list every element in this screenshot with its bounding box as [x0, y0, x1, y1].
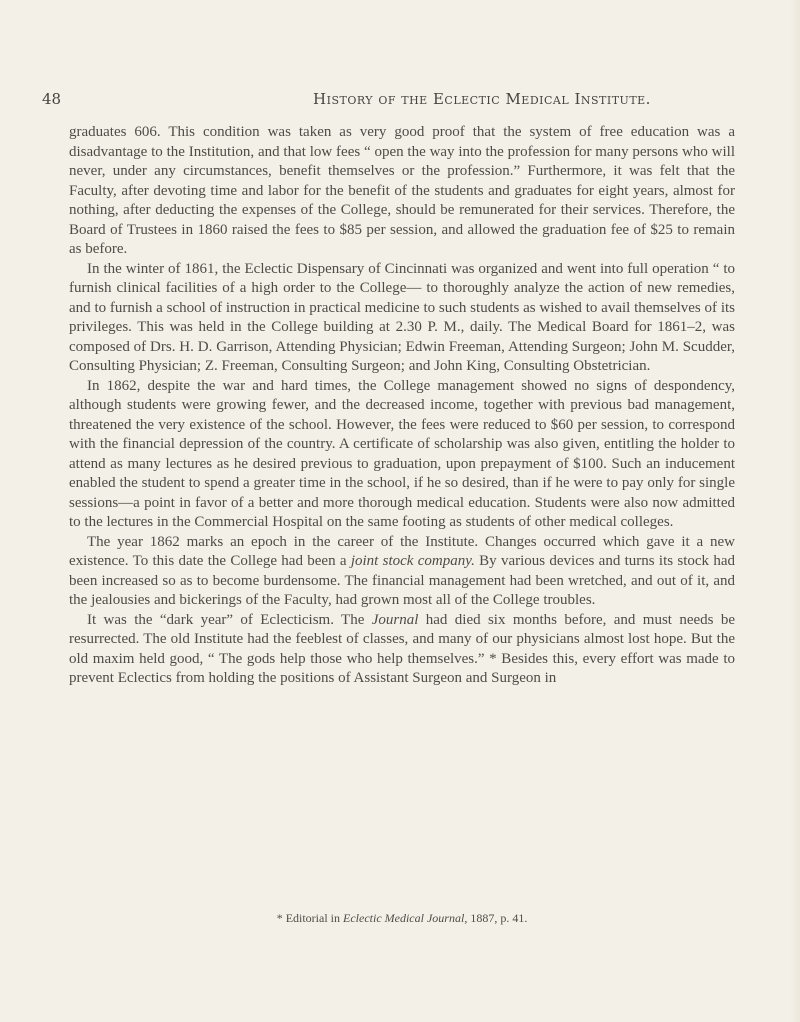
paragraph-2: In the winter of 1861, the Eclectic Dispensary of Cincinnati was organized and went into full operation “ to furnish clinical facilities of a high order to the College— to thoroughly analyze the action of new remedies, and to furnish a school of instruction in practical medicine to such students as wished to avail themselves of its privileges. This was held in the College building at 2.30 P. M., daily. The Medical Board for 1861–2, was composed of Drs. H. D. Garrison, Attending Physician; Edwin Freeman, Attending Surgeon; John M. Scudder, Consulting Physician; Z. Freeman, Consulting Surgeon; and John King, Consulting Obstetrician.: [69, 260, 735, 374]
paragraph-4-italic: joint stock company.: [350, 553, 475, 569]
paragraph-3: In 1862, despite the war and hard times, the College management showed no signs of despondency, although students were growing fewer, and the decreased income, together with previous bad management, threatened the very existence of the school. However, the fees were reduced to $60 per session, to correspond with the financial depression of the country. A certificate of scholarship was also given, entitling the holder to attend as many lectures as he desired previous to graduation, upon prepayment of $100. Such an inducement enabled the student to spend a greater time in the school, if he so desired, than if he were to pay only for single sessions—a point in favor of a better and more thorough medical education. Students were also now admitted to the lectures in the Commercial Hospital on the same footing as students of other medical colleges.: [69, 377, 735, 530]
footnote: [69, 910, 735, 926]
page-header: [42, 87, 762, 111]
page-number: 48: [42, 90, 62, 108]
paragraph-5-text-b: had died six months before, and must needs be resurrected. The old Institute had the feeblest of classes, and many of our physicians almost lost hope. But the old maxim held good, “ The gods help those who help themselves.” * Besides this, every effort was made to prevent Eclectics from holding the positions of Assistant Surgeon and Surgeon in: [69, 611, 735, 686]
paragraph-1: graduates 606. This condition was taken as very good proof that the system of free education was a disadvantage to the Institution, and that low fees “ open the way into the profession for many persons who will never, under any circumstances, benefit themselves or the profession.” Furthermore, it was felt that the Faculty, after devoting time and labor for the benefit of the students and graduates for eight years, almost for nothing, after deducting the expenses of the College, should be remunerated for their services. Therefore, the Board of Trustees in 1860 raised the fees to $85 per session, and allowed the graduation fee of $25 to remain as before.: [69, 124, 735, 257]
page-body: [69, 123, 735, 689]
paragraph-5: [69, 611, 735, 689]
running-head: History of the Eclectic Medical Institute.: [313, 90, 651, 108]
page-edge: [790, 0, 800, 1022]
paragraph-4-text-a: The year 1862 marks an epoch in the career of the Institute. Changes occurred which gave it a new existence. To this date the College had been a: [69, 533, 735, 569]
footnote-title: Eclectic Medical Journal: [343, 911, 465, 925]
paragraph-4: [69, 533, 735, 611]
footnote-suffix: , 1887, p. 41.: [464, 911, 528, 925]
paragraph-4-text-b: By various devices and turns its stock had been increased so as to become burdensome. The financial management had been wretched, and out of it, and the jealousies and bickerings of the Faculty, had grown most all of the College troubles.: [69, 553, 736, 608]
paragraph-5-italic: Journal: [371, 611, 419, 628]
footnote-prefix: * Editorial in: [276, 911, 344, 925]
paragraph-5-text-a: It was the “dark year” of Eclecticism. The: [87, 611, 372, 628]
